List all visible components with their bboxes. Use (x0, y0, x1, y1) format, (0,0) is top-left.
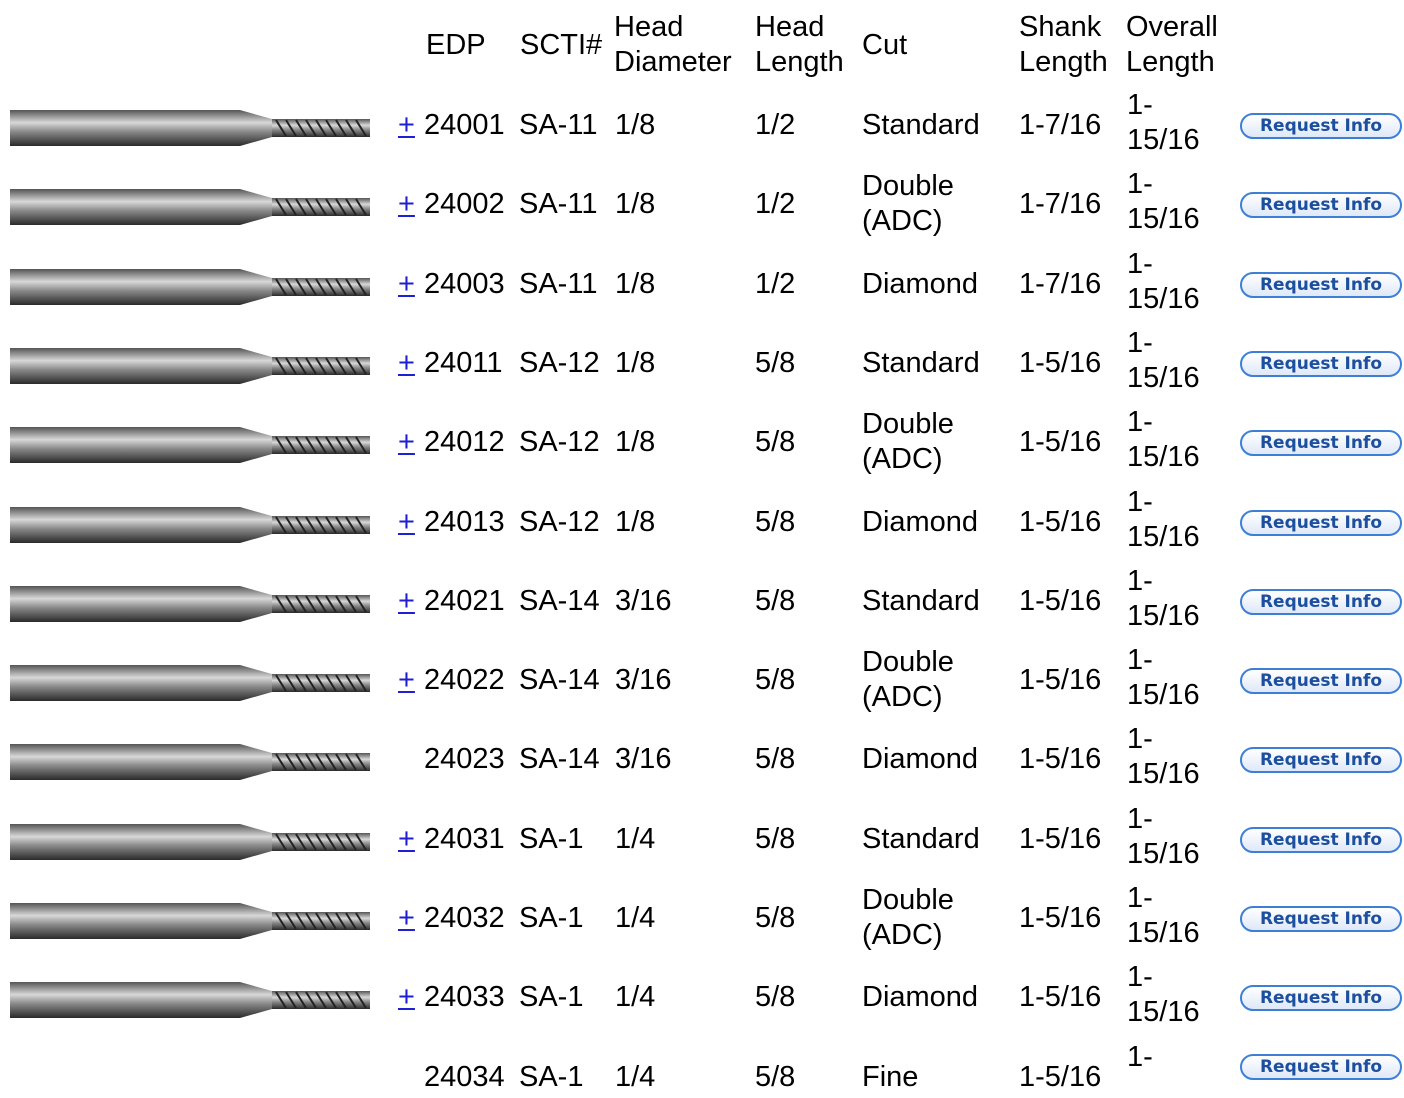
head-length-cell (755, 901, 795, 936)
edp-cell-line: 24002 (424, 188, 505, 220)
overall-length-cell-line: 15/16 (1127, 521, 1200, 553)
shank-length-cell (1019, 901, 1101, 936)
expand-plus-link[interactable]: + (398, 109, 415, 141)
scti-cell-line: SA-12 (519, 426, 600, 458)
head-diameter-cell-line: 1/8 (615, 347, 656, 379)
head-length-cell-line: 5/8 (755, 426, 796, 458)
header-head-diameter-line2: Diameter (614, 46, 732, 78)
head-length-cell-line: 5/8 (755, 902, 796, 934)
header-head-length (755, 10, 844, 80)
cut-cell-line: Fine (862, 1061, 919, 1093)
carbide-bur-image (10, 662, 370, 704)
table-row (0, 483, 1404, 563)
overall-length-cell-line: 1- (1127, 882, 1153, 914)
head-length-cell (755, 267, 795, 302)
head-length-cell (755, 663, 795, 698)
shank-length-cell (1019, 1060, 1101, 1095)
head-diameter-cell (615, 1060, 655, 1095)
edp-cell-line: 24033 (424, 981, 505, 1013)
cut-cell-line: Standard (862, 585, 980, 617)
cut-cell-line: Double (862, 170, 954, 202)
shank-length-cell (1019, 346, 1101, 381)
cut-cell (862, 822, 980, 857)
overall-length-cell-line: 1- (1127, 803, 1153, 835)
scti-cell-line: SA-1 (519, 981, 584, 1013)
overall-length-cell (1127, 88, 1200, 158)
overall-length-cell (1127, 722, 1200, 792)
head-diameter-cell (615, 980, 655, 1015)
header-shank-length (1019, 10, 1108, 80)
head-diameter-cell-line: 3/16 (615, 585, 672, 617)
expand-plus-link[interactable]: + (398, 902, 415, 934)
shank-length-cell-line: 1-5/16 (1019, 506, 1102, 538)
overall-length-cell (1127, 802, 1200, 872)
request-info-button[interactable]: Request Info (1240, 272, 1402, 298)
scti-cell (519, 1060, 583, 1095)
scti-cell (519, 663, 600, 698)
overall-length-cell-line: 1- (1127, 565, 1153, 597)
edp-cell (424, 742, 505, 777)
head-length-cell-line: 5/8 (755, 981, 796, 1013)
shank-length-cell (1019, 505, 1101, 540)
header-head-diameter (614, 10, 732, 80)
header-scti: SCTI# (520, 29, 603, 61)
shank-length-cell-line: 1-5/16 (1019, 1061, 1102, 1093)
table-row (0, 720, 1404, 800)
cut-cell-line: Standard (862, 823, 980, 855)
overall-length-cell-line: 1- (1127, 1041, 1153, 1073)
carbide-bur-image (10, 979, 370, 1021)
head-diameter-cell-line: 1/8 (615, 268, 656, 300)
overall-length-cell-line: 1- (1127, 168, 1153, 200)
head-diameter-cell (615, 742, 671, 777)
head-diameter-cell-line: 1/8 (615, 426, 656, 458)
scti-cell (519, 822, 583, 857)
overall-length-cell-line: 1- (1127, 406, 1153, 438)
cut-cell-line: Double (862, 884, 954, 916)
overall-length-cell (1127, 564, 1200, 634)
cut-cell (862, 108, 980, 143)
head-diameter-cell (615, 822, 655, 857)
overall-length-cell-line: 15/16 (1127, 441, 1200, 473)
request-info-button[interactable]: Request Info (1240, 192, 1402, 218)
head-length-cell-line: 5/8 (755, 664, 796, 696)
edp-cell (424, 108, 505, 143)
edp-cell-line: 24011 (424, 347, 503, 379)
overall-length-cell-line: 15/16 (1127, 362, 1200, 394)
head-length-cell (755, 346, 795, 381)
scti-cell-line: SA-1 (519, 1061, 584, 1093)
overall-length-cell-line: 1- (1127, 89, 1153, 121)
scti-cell-line: SA-11 (519, 188, 598, 220)
overall-length-cell (1127, 405, 1200, 475)
expand-plus-link[interactable]: + (398, 585, 415, 617)
shank-length-cell-line: 1-5/16 (1019, 902, 1102, 934)
header-overall-length-line1: Overall (1126, 11, 1218, 43)
cut-cell-line: Double (862, 408, 954, 440)
scti-cell-line: SA-14 (519, 743, 600, 775)
shank-length-cell (1019, 187, 1101, 222)
head-length-cell (755, 980, 795, 1015)
head-length-cell (755, 1060, 795, 1095)
scti-cell (519, 901, 583, 936)
cut-cell (862, 267, 978, 302)
cut-cell (862, 505, 978, 540)
cut-cell-line: Diamond (862, 506, 979, 538)
shank-length-cell (1019, 267, 1101, 302)
edp-cell-line: 24003 (424, 268, 505, 300)
cut-cell (862, 645, 954, 715)
head-length-cell (755, 425, 795, 460)
head-diameter-cell (615, 663, 671, 698)
head-diameter-cell (615, 901, 655, 936)
request-info-button[interactable]: Request Info (1240, 113, 1402, 139)
cut-cell-line: (ADC) (862, 443, 943, 475)
overall-length-cell (1127, 485, 1200, 555)
edp-cell-line: 24012 (424, 426, 505, 458)
edp-cell (424, 187, 505, 222)
request-info-button[interactable]: Request Info (1240, 668, 1402, 694)
overall-length-cell (1127, 643, 1200, 713)
request-info-button[interactable]: Request Info (1240, 906, 1402, 932)
overall-length-cell-line: 1- (1127, 486, 1153, 518)
overall-length-cell-line: 1- (1127, 961, 1153, 993)
expand-plus-link[interactable]: + (398, 347, 415, 379)
table-row (0, 86, 1404, 166)
shank-length-cell (1019, 742, 1101, 777)
overall-length-cell (1127, 1040, 1153, 1075)
request-info-button[interactable]: Request Info (1240, 430, 1402, 456)
cut-cell-line: Diamond (862, 743, 979, 775)
carbide-bur-image (10, 424, 370, 466)
overall-length-cell-line: 15/16 (1127, 679, 1200, 711)
head-length-cell (755, 822, 795, 857)
cut-cell (862, 169, 954, 239)
overall-length-cell (1127, 326, 1200, 396)
table-row (0, 245, 1404, 325)
shank-length-cell-line: 1-5/16 (1019, 585, 1102, 617)
table-row (0, 562, 1404, 642)
head-diameter-cell-line: 1/8 (615, 188, 656, 220)
scti-cell (519, 425, 600, 460)
head-length-cell (755, 742, 795, 777)
head-length-cell-line: 5/8 (755, 506, 796, 538)
overall-length-cell-line: 1- (1127, 644, 1153, 676)
head-length-cell (755, 584, 795, 619)
head-diameter-cell-line: 1/4 (615, 902, 656, 934)
scti-cell-line: SA-12 (519, 347, 600, 379)
table-row (0, 1038, 1404, 1098)
head-length-cell-line: 5/8 (755, 823, 796, 855)
header-head-diameter-line1: Head (614, 11, 684, 43)
shank-length-cell (1019, 822, 1101, 857)
edp-cell-line: 24013 (424, 506, 505, 538)
cut-cell (862, 883, 954, 953)
overall-length-cell-line: 15/16 (1127, 996, 1200, 1028)
overall-length-cell (1127, 167, 1200, 237)
edp-cell (424, 980, 505, 1015)
cut-cell (862, 346, 980, 381)
table-row (0, 879, 1404, 959)
carbide-bur-image (10, 504, 370, 546)
request-info-button[interactable]: Request Info (1240, 351, 1402, 377)
overall-length-cell-line: 15/16 (1127, 124, 1200, 156)
shank-length-cell (1019, 108, 1101, 143)
carbide-bur-image (10, 186, 370, 228)
scti-cell (519, 346, 600, 381)
head-diameter-cell (615, 108, 655, 143)
cut-cell (862, 742, 978, 777)
overall-length-cell-line: 15/16 (1127, 600, 1200, 632)
edp-cell (424, 346, 503, 381)
edp-cell-line: 24023 (424, 743, 505, 775)
request-info-button[interactable]: Request Info (1240, 985, 1402, 1011)
scti-cell-line: SA-11 (519, 109, 598, 141)
carbide-bur-image (10, 266, 370, 308)
edp-cell-line: 24032 (424, 902, 505, 934)
head-diameter-cell-line: 1/4 (615, 823, 656, 855)
overall-length-cell (1127, 247, 1200, 317)
head-diameter-cell (615, 425, 655, 460)
shank-length-cell-line: 1-5/16 (1019, 347, 1102, 379)
cut-cell (862, 584, 980, 619)
head-diameter-cell (615, 187, 655, 222)
edp-cell (424, 1060, 505, 1095)
overall-length-cell-line: 15/16 (1127, 758, 1200, 790)
head-length-cell (755, 505, 795, 540)
cut-cell-line: Double (862, 646, 954, 678)
head-length-cell-line: 1/2 (755, 109, 796, 141)
shank-length-cell-line: 1-7/16 (1019, 268, 1102, 300)
shank-length-cell (1019, 584, 1101, 619)
edp-cell (424, 425, 505, 460)
carbide-bur-image (10, 583, 370, 625)
edp-cell-line: 24031 (424, 823, 505, 855)
head-diameter-cell-line: 3/16 (615, 664, 672, 696)
head-length-cell-line: 5/8 (755, 743, 796, 775)
header-overall-length-line2: Length (1126, 46, 1215, 78)
overall-length-cell-line: 1- (1127, 327, 1153, 359)
expand-plus-link[interactable]: + (398, 664, 415, 696)
edp-cell (424, 267, 505, 302)
overall-length-cell-line: 15/16 (1127, 838, 1200, 870)
expand-plus-link[interactable]: + (398, 268, 415, 300)
cut-cell-line: (ADC) (862, 681, 943, 713)
scti-cell (519, 108, 597, 143)
cut-cell-line: (ADC) (862, 205, 943, 237)
expand-plus-link[interactable]: + (398, 426, 415, 458)
expand-plus-link[interactable]: + (398, 506, 415, 538)
head-diameter-cell (615, 346, 655, 381)
table-row (0, 800, 1404, 880)
cut-cell-line: Standard (862, 109, 980, 141)
request-info-button[interactable]: Request Info (1240, 510, 1402, 536)
header-edp: EDP (426, 29, 486, 61)
carbide-bur-image (10, 821, 370, 863)
scti-cell-line: SA-11 (519, 268, 598, 300)
shank-length-cell-line: 1-5/16 (1019, 664, 1102, 696)
edp-cell-line: 24022 (424, 664, 505, 696)
header-cut: Cut (862, 29, 908, 61)
scti-cell-line: SA-14 (519, 664, 600, 696)
head-diameter-cell-line: 1/8 (615, 109, 656, 141)
overall-length-cell-line: 1- (1127, 248, 1153, 280)
table-row (0, 641, 1404, 721)
cut-cell (862, 980, 978, 1015)
request-info-button[interactable]: Request Info (1240, 589, 1402, 615)
head-diameter-cell-line: 1/8 (615, 506, 656, 538)
edp-cell (424, 822, 505, 857)
shank-length-cell-line: 1-5/16 (1019, 743, 1102, 775)
overall-length-cell-line: 15/16 (1127, 917, 1200, 949)
overall-length-cell-line: 15/16 (1127, 203, 1200, 235)
scti-cell-line: SA-1 (519, 902, 584, 934)
table-row (0, 403, 1404, 483)
shank-length-cell (1019, 425, 1101, 460)
cut-cell-line: Diamond (862, 981, 979, 1013)
scti-cell (519, 742, 600, 777)
shank-length-cell-line: 1-5/16 (1019, 426, 1102, 458)
expand-plus-link[interactable]: + (398, 981, 415, 1013)
edp-cell-line: 24034 (424, 1061, 505, 1093)
head-diameter-cell (615, 267, 655, 302)
request-info-button[interactable]: Request Info (1240, 827, 1402, 853)
head-diameter-cell-line: 1/4 (615, 981, 656, 1013)
head-length-cell-line: 5/8 (755, 585, 796, 617)
shank-length-cell-line: 1-7/16 (1019, 188, 1102, 220)
header-head-length-line1: Head (755, 11, 825, 43)
edp-cell-line: 24001 (424, 109, 505, 141)
scti-cell-line: SA-14 (519, 585, 600, 617)
overall-length-cell-line: 15/16 (1127, 283, 1200, 315)
shank-length-cell (1019, 980, 1101, 1015)
scti-cell-line: SA-12 (519, 506, 600, 538)
header-shank-length-line2: Length (1019, 46, 1108, 78)
head-diameter-cell-line: 3/16 (615, 743, 672, 775)
shank-length-cell-line: 1-7/16 (1019, 109, 1102, 141)
scti-cell (519, 187, 597, 222)
header-head-length-line2: Length (755, 46, 844, 78)
overall-length-cell (1127, 960, 1200, 1030)
scti-cell (519, 505, 600, 540)
request-info-button[interactable]: Request Info (1240, 747, 1402, 773)
edp-cell (424, 505, 505, 540)
scti-cell (519, 267, 597, 302)
cut-cell (862, 1060, 918, 1095)
carbide-bur-image (10, 741, 370, 783)
shank-length-cell-line: 1-5/16 (1019, 981, 1102, 1013)
overall-length-cell-line: 1- (1127, 723, 1153, 755)
header-overall-length (1126, 10, 1218, 80)
overall-length-cell (1127, 881, 1200, 951)
head-length-cell-line: 5/8 (755, 347, 796, 379)
edp-cell (424, 901, 505, 936)
edp-cell-line: 24021 (424, 585, 505, 617)
scti-cell (519, 584, 600, 619)
head-diameter-cell-line: 1/4 (615, 1061, 656, 1093)
cut-cell-line: Standard (862, 347, 980, 379)
cut-cell-line: (ADC) (862, 919, 943, 951)
head-diameter-cell (615, 584, 671, 619)
header-shank-length-line1: Shank (1019, 11, 1102, 43)
carbide-bur-image (10, 107, 370, 149)
carbide-bur-image (10, 345, 370, 387)
scti-cell-line: SA-1 (519, 823, 584, 855)
edp-cell (424, 663, 505, 698)
table-row (0, 165, 1404, 245)
head-length-cell-line: 1/2 (755, 188, 796, 220)
expand-plus-link[interactable]: + (398, 188, 415, 220)
cut-cell (862, 407, 954, 477)
table-row (0, 958, 1404, 1038)
edp-cell (424, 584, 505, 619)
cut-cell-line: Diamond (862, 268, 979, 300)
carbide-bur-image (10, 900, 370, 942)
head-length-cell-line: 5/8 (755, 1061, 796, 1093)
head-length-cell (755, 187, 795, 222)
request-info-button[interactable]: Request Info (1240, 1054, 1402, 1080)
shank-length-cell-line: 1-5/16 (1019, 823, 1102, 855)
head-length-cell (755, 108, 795, 143)
shank-length-cell (1019, 663, 1101, 698)
head-length-cell-line: 1/2 (755, 268, 796, 300)
expand-plus-link[interactable]: + (398, 823, 415, 855)
head-diameter-cell (615, 505, 655, 540)
scti-cell (519, 980, 583, 1015)
table-row (0, 324, 1404, 404)
